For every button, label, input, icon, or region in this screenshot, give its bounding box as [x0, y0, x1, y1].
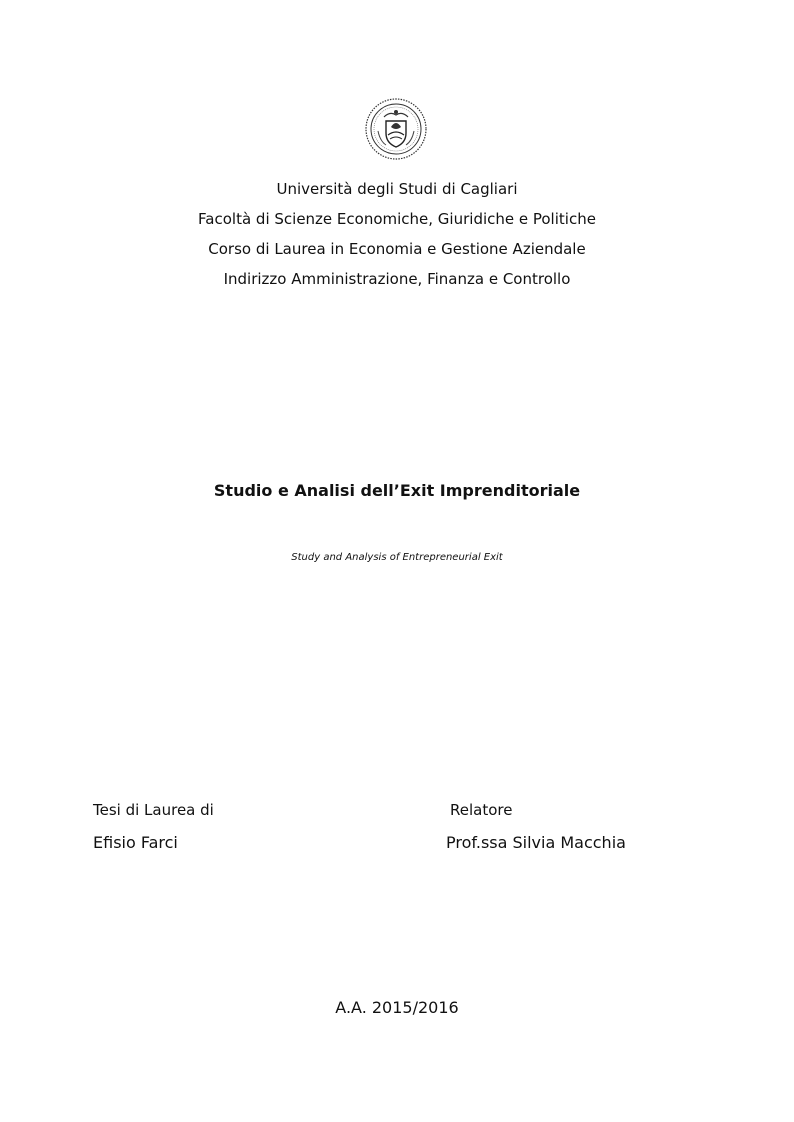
thesis-subtitle: Study and Analysis of Entrepreneurial Exit: [291, 552, 503, 563]
author-name: Efisio Farci: [93, 833, 178, 852]
university-seal-icon: [364, 97, 428, 161]
university-name: Università degli Studi di Cagliari: [276, 180, 518, 198]
supervisor-label: Relatore: [450, 801, 513, 819]
author-label: Tesi di Laurea di: [93, 801, 214, 819]
degree-course: Corso di Laurea in Economia e Gestione Aziendale: [208, 240, 586, 258]
thesis-title: Studio e Analisi dell’Exit Imprenditoriale: [213, 481, 581, 500]
faculty-name: Facoltà di Scienze Economiche, Giuridiche e Politiche: [198, 210, 596, 228]
curriculum: Indirizzo Amministrazione, Finanza e Controllo: [223, 270, 571, 288]
academic-year: A.A. 2015/2016: [335, 998, 459, 1017]
supervisor-name: Prof.ssa Silvia Macchia: [446, 833, 626, 852]
